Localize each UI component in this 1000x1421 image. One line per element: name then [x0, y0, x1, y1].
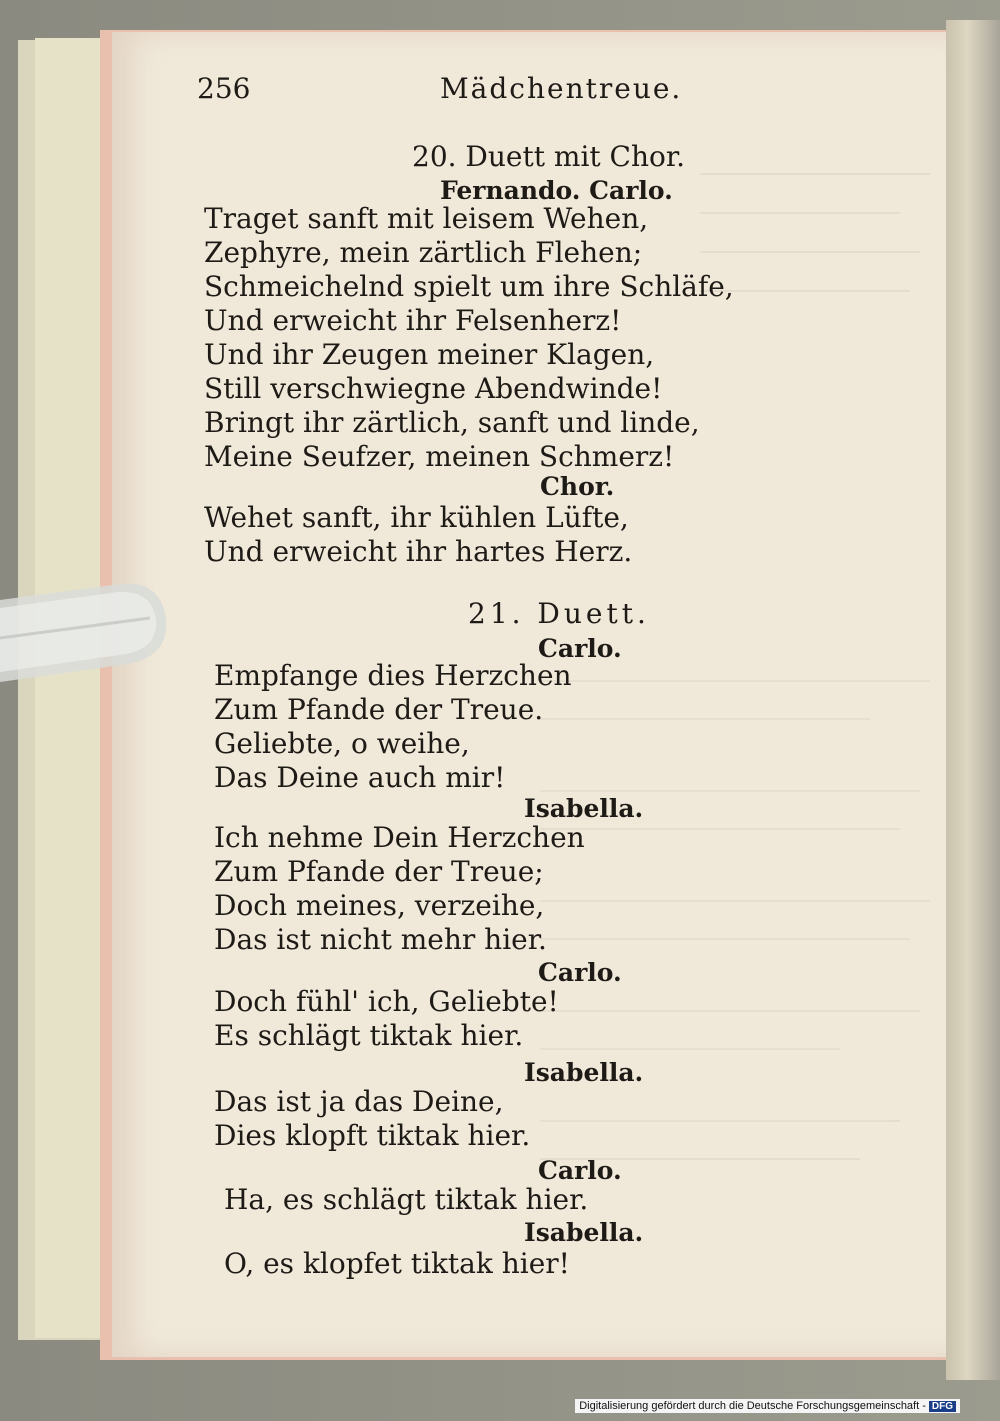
section-21-heading: 21. Duett.: [468, 597, 650, 630]
verse-line: Ha, es schlägt tiktak hier.: [224, 1183, 589, 1216]
dfg-logo: DFG: [929, 1401, 956, 1412]
chor-label: Chor.: [540, 472, 615, 501]
verse-line: Dies klopft tiktak hier.: [214, 1119, 531, 1152]
isabella-label: Isabella.: [524, 1218, 644, 1247]
verse-line: Doch meines, verzeihe,: [214, 889, 545, 922]
carlo-label: Carlo.: [538, 1156, 622, 1185]
verse-line: Meine Seufzer, meinen Schmerz!: [204, 440, 675, 473]
verse-line: Das ist nicht mehr hier.: [214, 923, 547, 956]
verse-line: Es schlägt tiktak hier.: [214, 1019, 524, 1052]
verse-line: Empfange dies Herzchen: [214, 659, 572, 692]
verse-line: Bringt ihr zärtlich, sanft und linde,: [204, 406, 700, 439]
verse-line: Traget sanft mit leisem Wehen,: [204, 202, 649, 235]
carlo-label: Carlo.: [538, 958, 622, 987]
isabella-label: Isabella.: [524, 1058, 644, 1087]
verse-line: Zephyre, mein zärtlich Flehen;: [204, 236, 643, 269]
verse-line: Doch fühl' ich, Geliebte!: [214, 985, 559, 1018]
section-20-heading: 20. Duett mit Chor.: [412, 140, 686, 173]
running-title: Mädchentreue.: [440, 72, 683, 105]
verse-line: Das Deine auch mir!: [214, 761, 506, 794]
digitization-credit: [575, 1399, 960, 1413]
carlo-label: Carlo.: [538, 634, 622, 663]
verse-line: O, es klopfet tiktak hier!: [224, 1247, 570, 1280]
verse-line: Das ist ja das Deine,: [214, 1085, 504, 1118]
page-number: 256: [197, 72, 251, 105]
verse-line: Still verschwiegne Abendwinde!: [204, 372, 663, 405]
verse-line: Schmeichelnd spielt um ihre Schläfe,: [204, 270, 734, 303]
verse-line: Geliebte, o weihe,: [214, 727, 470, 760]
verse-line: Und ihr Zeugen meiner Klagen,: [204, 338, 655, 371]
isabella-label: Isabella.: [524, 794, 644, 823]
verse-line: Wehet sanft, ihr kühlen Lüfte,: [204, 501, 629, 534]
verse-line: Und erweicht ihr Felsenherz!: [204, 304, 622, 337]
section-20-speakers: Fernando. Carlo.: [440, 176, 673, 205]
verse-line: Zum Pfande der Treue;: [214, 855, 544, 888]
credit-text: Digitalisierung gefördert durch die Deutsche Forschungsgemeinschaft -: [579, 1400, 926, 1412]
verse-line: Und erweicht ihr hartes Herz.: [204, 535, 633, 568]
verse-line: Zum Pfande der Treue.: [214, 693, 544, 726]
verse-line: Ich nehme Dein Herzchen: [214, 821, 585, 854]
